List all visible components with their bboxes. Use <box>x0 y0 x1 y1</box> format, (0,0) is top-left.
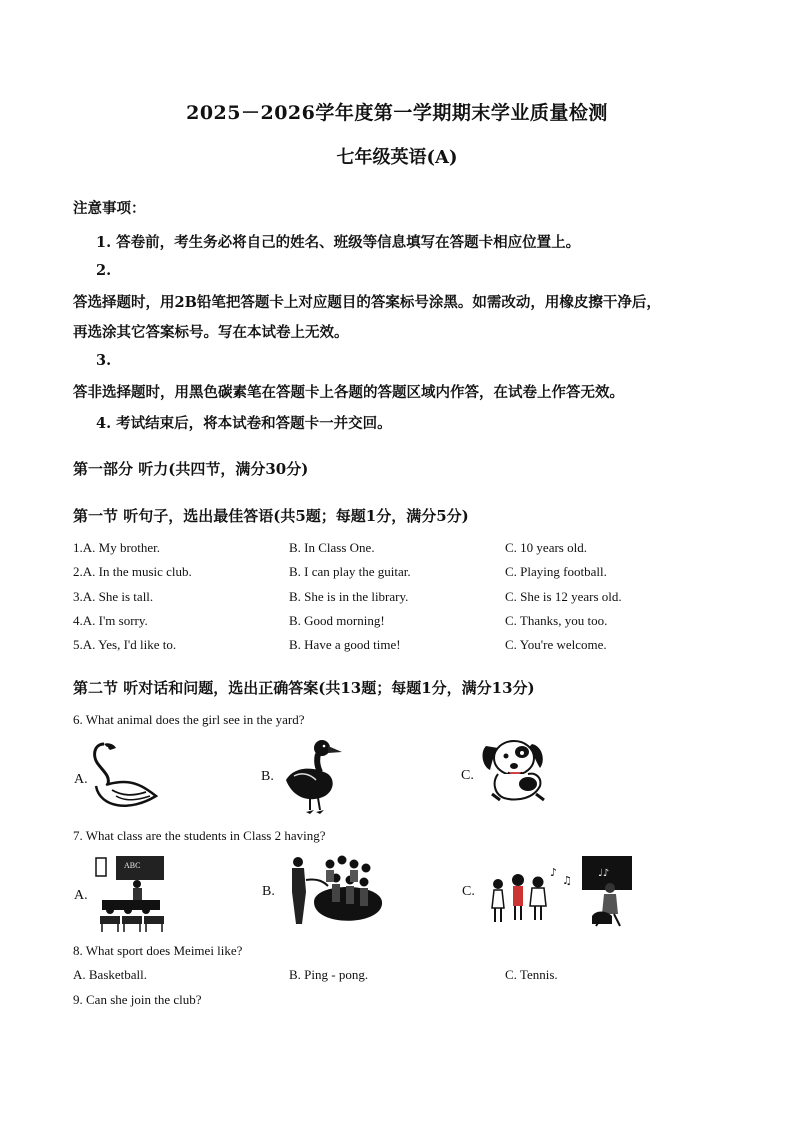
q6-label-a: A. <box>74 772 88 787</box>
section2-heading: 第二节 听对话和问题，选出正确答案(共13题；每题1分，满分13分) <box>73 679 535 697</box>
note-3-number: 3. <box>96 352 112 369</box>
q5-option-a: 5.A. Yes, I'd like to. <box>73 637 177 652</box>
q4-option-a: 4.A. I'm sorry. <box>73 613 148 628</box>
q4-option-b: B. Good morning! <box>289 613 385 628</box>
svg-text:♪: ♪ <box>550 866 558 879</box>
note-2-line1: 答选择题时，用2B铅笔把答题卡上对应题目的答案标号涂黑。如需改动，用橡皮擦干净后， <box>73 294 661 311</box>
q2-option-b: B. I can play the guitar. <box>289 564 411 579</box>
music-class-image <box>488 854 636 928</box>
note-2-line2: 再选涂其它答案标号。写在本试卷上无效。 <box>73 324 349 341</box>
q5-option-b: B. Have a good time! <box>289 637 401 652</box>
svg-text:♩♪: ♩♪ <box>598 868 610 879</box>
q3-option-b: B. She is in the library. <box>289 589 409 604</box>
q3-option-a: 3.A. She is tall. <box>73 589 154 604</box>
q4-option-c: C. Thanks, you too. <box>505 613 608 628</box>
exam-subtitle: 七年级英语(A) <box>336 147 458 168</box>
q1-option-c: C. 10 years old. <box>505 540 587 555</box>
q8-option-c: C. Tennis. <box>505 967 558 982</box>
svg-text:♫: ♫ <box>562 874 572 887</box>
dog-image <box>478 736 552 806</box>
q6-label-b: B. <box>261 769 274 784</box>
section1-heading: 第一节 听句子，选出最佳答语(共5题；每题1分，满分5分) <box>73 507 469 525</box>
q7-label-a: A. <box>74 888 88 903</box>
q5-option-c: C. You're welcome. <box>505 637 607 652</box>
q2-option-c: C. Playing football. <box>505 564 607 579</box>
note-4: 4. 考试结束后，将本试卷和答题卡一并交回。 <box>96 415 392 432</box>
classroom-image <box>92 854 170 934</box>
q1-option-b: B. In Class One. <box>289 540 375 555</box>
q6-label-c: C. <box>461 768 474 783</box>
question-7: 7. What class are the students in Class 2 having? <box>73 828 326 843</box>
notes-heading: 注意事项： <box>73 200 146 217</box>
duck-image <box>280 736 352 818</box>
note-3-line1: 答非选择题时，用黑色碳素笔在答题卡上各题的答题区域内作答，在试卷上作答无效。 <box>73 384 624 401</box>
note-1: 1. 答卷前，考生务必将自己的姓名、班级等信息填写在答题卡相应位置上。 <box>96 234 581 251</box>
chorus-class-image <box>284 852 390 928</box>
q8-option-a: A. Basketball. <box>73 967 148 982</box>
part1-heading: 第一部分 听力(共四节，满分30分) <box>73 460 309 478</box>
exam-title: 2025－2026学年度第一学期期末学业质量检测 <box>186 102 608 124</box>
q3-option-c: C. She is 12 years old. <box>505 589 622 604</box>
swan-image <box>90 738 162 818</box>
q8-option-b: B. Ping - pong. <box>289 967 369 982</box>
q1-option-a: 1.A. My brother. <box>73 540 161 555</box>
q2-option-a: 2.A. In the music club. <box>73 564 192 579</box>
question-9: 9. Can she join the club? <box>73 992 202 1007</box>
blackboard-text: ABC <box>124 861 141 870</box>
question-8: 8. What sport does Meimei like? <box>73 943 243 958</box>
q7-label-b: B. <box>262 884 275 899</box>
note-2-number: 2. <box>96 262 112 279</box>
question-6: 6. What animal does the girl see in the yard? <box>73 712 305 727</box>
q7-label-c: C. <box>462 884 475 899</box>
